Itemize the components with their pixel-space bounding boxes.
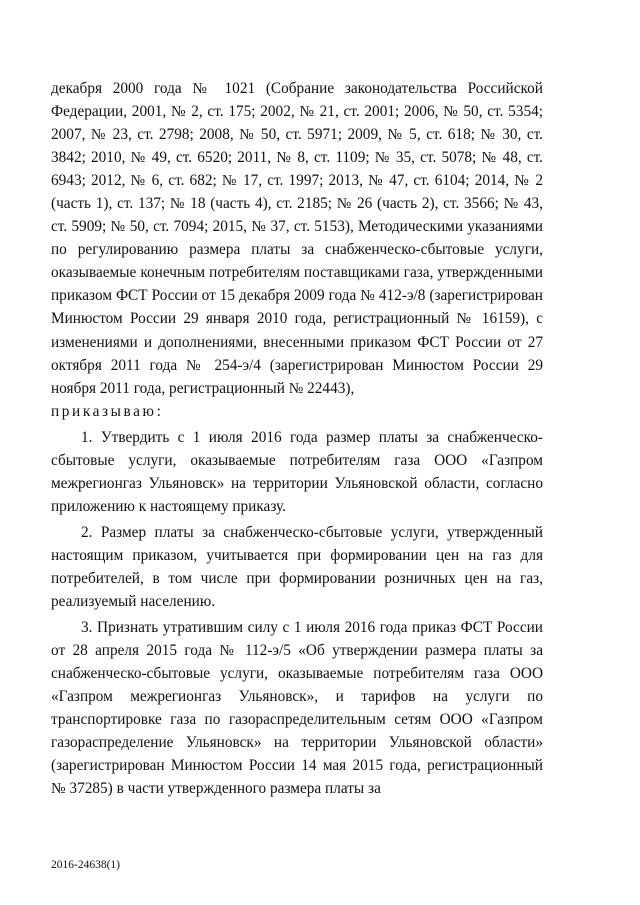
footer-document-code: 2016-24638(1) [51, 859, 120, 871]
paragraph-item-1: 1. Утвердить с 1 июля 2016 года размер платы за снабженческо-сбытовые услуги, оказываемые потребителям газа ООО «Газпром межрегионгаз Ульяновск» на территории Ульяновской области, согласно приложению к настоящему приказу. [51, 428, 543, 515]
paragraph-item-3: 3. Признать утратившим силу с 1 июля 2016 года приказ ФСТ России от 28 апреля 2015 года № 112-э/5 «Об утверждении размера платы за снабженческо-сбытовые услуги, оказываемые потребителям газа ООО «Газпром межрегионгаз Ульяновск», и тарифов на услуги по транспортировке газа по газораспределительным сетям ООО «Газпром газораспределение Ульяновск» на территории Ульяновской области» (зарегистрирован Минюстом России 14 мая 2015 года, регистрационный № 37285) в части утвержденного размера платы за [51, 619, 543, 798]
document-body [51, 77, 543, 800]
paragraph-order-word: приказываю: [51, 402, 164, 420]
paragraph-legal-references: декабря 2000 года № 1021 (Собрание законодательства Российской Федерации, 2001, № 2, ст. 175; 2002, № 21, ст. 2001; 2006, № 50, ст. 5354; 2007, № 23, ст. 2798; 2008, № 50, ст. 5971; 2009, № 5, ст. 618; № 30, ст. 3842; 2010, № 49, ст. 6520; 2011, № 8, ст. 1109; № 35, ст. 5078; № 48, ст. 6943; 2012, № 6, ст. 682; № 17, ст. 1997; 2013, № 47, ст. 6104; 2014, № 2 (часть 1), ст. 137; № 18 (часть 4), ст. 2185; № 26 (часть 2), ст. 3566; № 43, ст. 5909; № 50, ст. 7094; 2015, № 37, ст. 5153), Методическими указаниями по регулированию размера платы за снабженческо-сбытовые услуги, оказываемые конечным потребителям поставщиками газа, утвержденными приказом ФСТ России от 15 декабря 2009 года № 412-э/8 (зарегистрирован Минюстом России 29 января 2010 года, регистрационный № 16159), с изменениями и дополнениями, внесенными приказом ФСТ России от 27 октября 2011 года № 254-э/4 (зарегистрирован Минюстом России 29 ноября 2011 года, регистрационный № 22443), [51, 80, 543, 397]
paragraph-item-2: 2. Размер платы за снабженческо-сбытовые услуги, утвержденный настоящим приказом, учитывается при формировании цен на газ для потребителей, в том числе при формировании розничных цен на газ, реализуемый населению. [51, 523, 543, 611]
